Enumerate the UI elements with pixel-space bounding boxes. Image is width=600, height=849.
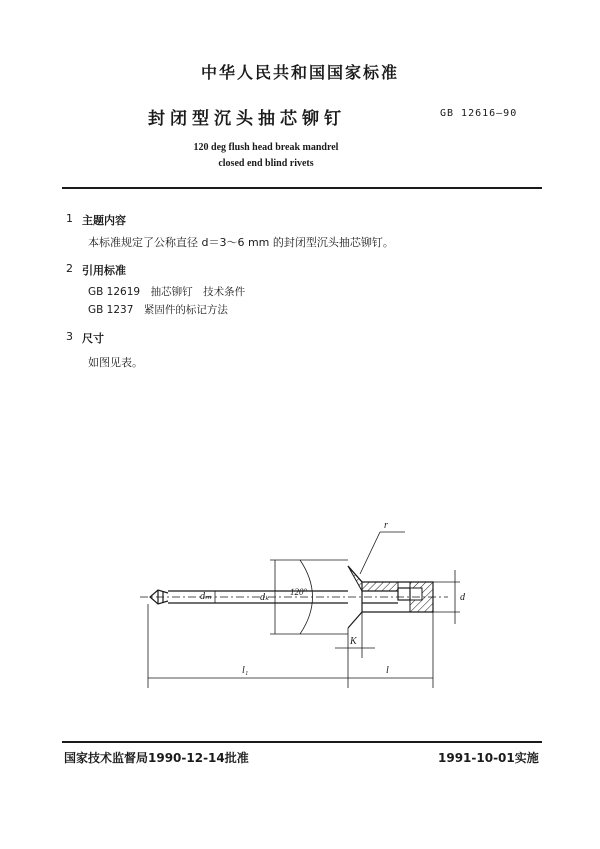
section-2-number: 2 — [66, 262, 73, 275]
section-3-number: 3 — [66, 330, 73, 343]
hatched-section — [348, 566, 398, 591]
label-angle: 120° — [290, 587, 308, 597]
section-1-number: 1 — [66, 212, 73, 225]
label-dm: dₘ — [200, 591, 212, 602]
standard-title-en-line1: 120 deg flush head break mandrel — [193, 142, 339, 153]
approval-info: 国家技术监督局1990-12-14批准 — [64, 751, 249, 765]
section-3-heading: 尺寸 — [82, 332, 104, 345]
label-l: l — [386, 665, 389, 676]
header-divider — [62, 187, 542, 189]
effective-date: 1991-10-01实施 — [438, 751, 539, 765]
label-r: r — [384, 520, 388, 531]
reference-gb12619: GB 12619 抽芯铆钉 技术条件 — [88, 286, 246, 298]
standard-title-cn: 封闭型沉头抽芯铆钉 — [148, 109, 346, 129]
section-3-text: 如图见表。 — [88, 356, 143, 369]
rivet-drawing — [130, 510, 480, 690]
country-standard-title: 中华人民共和国国家标准 — [200, 63, 399, 82]
reference-gb1237: GB 1237 紧固件的标记方法 — [88, 304, 228, 316]
label-d: d — [460, 592, 465, 603]
section-2-heading: 引用标准 — [82, 264, 126, 277]
section-1-heading: 主题内容 — [82, 214, 126, 227]
label-l1: l₁ — [242, 665, 249, 676]
standard-title-en-line2: closed end blind rivets — [218, 158, 314, 169]
standard-number: GB 12616—90 — [440, 108, 518, 119]
section-1-text: 本标准规定了公称直径 d＝3～6 mm 的封闭型沉头抽芯铆钉。 — [88, 236, 394, 249]
footer-divider — [62, 741, 542, 743]
label-dk: dₖ — [260, 592, 270, 603]
label-K: K — [350, 636, 357, 647]
